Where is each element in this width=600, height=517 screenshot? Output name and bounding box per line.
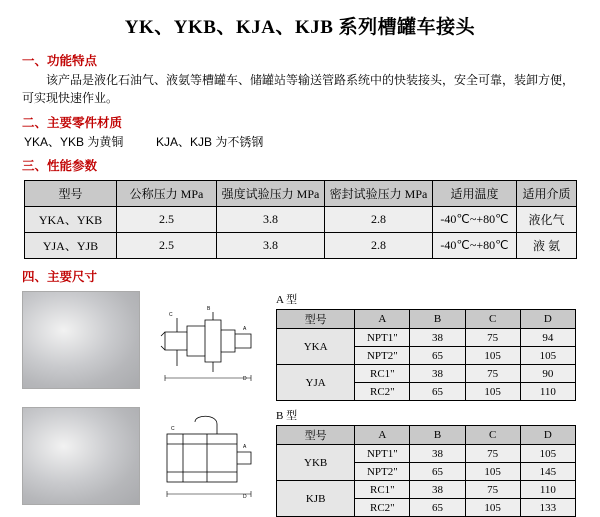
photo-gradient-a xyxy=(23,292,139,388)
drawing-svg-a xyxy=(147,292,264,389)
dim-a-r1-c4: 105 xyxy=(520,347,575,365)
perf-r1-c5: 液 氨 xyxy=(517,233,577,259)
section-heading-dimensions: 四、主要尺寸 xyxy=(22,270,98,284)
table-row xyxy=(277,445,576,463)
table-row xyxy=(277,481,576,499)
dim-a-r3-c4: 110 xyxy=(520,383,575,401)
table-header-row xyxy=(277,426,576,445)
dimension-block-a xyxy=(276,291,576,401)
dim-a-col-0: 型号 xyxy=(277,310,355,329)
dim-a-col-4: D xyxy=(520,310,575,329)
dim-b-r0-c2: 38 xyxy=(410,445,465,463)
dim-b-r1-c3: 105 xyxy=(465,463,520,481)
table-header-row xyxy=(277,310,576,329)
features-body: 该产品是液化石油气、液氨等槽罐车、储罐站等输送管路系统中的快装接头，安全可靠，装卸方便，可实现快速作业。 xyxy=(22,73,575,105)
dim-b-col-1: A xyxy=(355,426,410,445)
table-row xyxy=(25,207,577,233)
svg-text:B: B xyxy=(207,306,211,312)
dim-b-col-0: 型号 xyxy=(277,426,355,445)
perf-r1-c0: YJA、YJB xyxy=(25,233,117,259)
technical-drawing-b xyxy=(146,407,264,505)
dim-a-model-0: YKA xyxy=(277,329,355,365)
figure-row-b xyxy=(22,407,600,517)
dim-a-r0-c4: 94 xyxy=(520,329,575,347)
perf-col-2: 强度试验压力 MPa xyxy=(217,181,325,207)
table-row xyxy=(277,329,576,347)
perf-col-4: 适用温度 xyxy=(433,181,517,207)
perf-r1-c1: 2.5 xyxy=(117,233,217,259)
dimension-table-b xyxy=(276,425,576,517)
dim-a-r1-c1: NPT2" xyxy=(355,347,410,365)
technical-drawing-a xyxy=(146,291,264,389)
dim-b-r2-c4: 110 xyxy=(520,481,575,499)
product-photo-a xyxy=(22,291,140,389)
dim-a-r3-c3: 105 xyxy=(465,383,520,401)
perf-r0-c2: 3.8 xyxy=(217,207,325,233)
performance-table-wrap xyxy=(24,180,582,259)
dim-a-r2-c2: 38 xyxy=(410,365,465,383)
dim-a-r2-c1: RC1" xyxy=(355,365,410,383)
dim-b-r1-c1: NPT2" xyxy=(355,463,410,481)
dim-a-r2-c3: 75 xyxy=(465,365,520,383)
dim-b-r2-c1: RC1" xyxy=(355,481,410,499)
figures-area xyxy=(0,291,600,517)
section-heading-performance: 三、性能参数 xyxy=(22,159,98,173)
dim-b-r1-c2: 65 xyxy=(410,463,465,481)
dim-b-r0-c3: 75 xyxy=(465,445,520,463)
dimension-label-a: A 型 xyxy=(276,294,298,306)
dimension-label-b: B 型 xyxy=(276,410,298,422)
photo-gradient-b xyxy=(23,408,139,504)
dim-b-r0-c1: NPT1" xyxy=(355,445,410,463)
svg-text:D: D xyxy=(243,376,247,382)
dim-a-r0-c1: NPT1" xyxy=(355,329,410,347)
svg-text:C: C xyxy=(169,312,173,318)
dimension-table-a xyxy=(276,309,576,401)
drawing-svg-b xyxy=(147,408,264,505)
dim-a-r2-c4: 90 xyxy=(520,365,575,383)
dim-b-r3-c3: 105 xyxy=(465,499,520,517)
perf-col-0: 型号 xyxy=(25,181,117,207)
table-header-row xyxy=(25,181,577,207)
dimension-block-b xyxy=(276,407,576,517)
section-heading-material: 二、主要零件材质 xyxy=(22,116,123,130)
dim-b-model-0: YKB xyxy=(277,445,355,481)
page-title: YK、YKB、KJA、KJB 系列槽罐车接头 xyxy=(124,17,476,38)
dim-b-col-2: B xyxy=(410,426,465,445)
dim-b-r1-c4: 145 xyxy=(520,463,575,481)
perf-col-1: 公称压力 MPa xyxy=(117,181,217,207)
material-right: KJA、KJB 为不锈钢 xyxy=(156,135,264,149)
dim-a-col-2: B xyxy=(410,310,465,329)
section-heading-features: 一、功能特点 xyxy=(22,54,98,68)
perf-r0-c1: 2.5 xyxy=(117,207,217,233)
dim-a-col-1: A xyxy=(355,310,410,329)
perf-r1-c3: 2.8 xyxy=(325,233,433,259)
perf-r1-c4: -40℃~+80℃ xyxy=(433,233,517,259)
dim-a-r3-c1: RC2" xyxy=(355,383,410,401)
product-photo-b xyxy=(22,407,140,505)
material-line xyxy=(24,133,600,150)
perf-r0-c4: -40℃~+80℃ xyxy=(433,207,517,233)
dim-b-col-4: D xyxy=(520,426,575,445)
performance-table xyxy=(24,180,577,259)
dim-b-model-1: KJB xyxy=(277,481,355,517)
perf-col-3: 密封试验压力 MPa xyxy=(325,181,433,207)
dim-b-r2-c3: 75 xyxy=(465,481,520,499)
dim-a-r1-c2: 65 xyxy=(410,347,465,365)
perf-r1-c2: 3.8 xyxy=(217,233,325,259)
svg-text:C: C xyxy=(171,426,175,432)
perf-r0-c3: 2.8 xyxy=(325,207,433,233)
dim-a-r3-c2: 65 xyxy=(410,383,465,401)
material-left: YKA、YKB 为黄铜 xyxy=(24,135,124,149)
table-row xyxy=(277,365,576,383)
dim-b-r3-c2: 65 xyxy=(410,499,465,517)
perf-r0-c5: 液化气 xyxy=(517,207,577,233)
dim-a-r0-c2: 38 xyxy=(410,329,465,347)
dim-b-r3-c1: RC2" xyxy=(355,499,410,517)
dim-a-r1-c3: 105 xyxy=(465,347,520,365)
svg-text:A: A xyxy=(243,326,247,332)
dim-b-r2-c2: 38 xyxy=(410,481,465,499)
dim-b-r0-c4: 105 xyxy=(520,445,575,463)
dim-a-col-3: C xyxy=(465,310,520,329)
perf-col-5: 适用介质 xyxy=(517,181,577,207)
svg-text:D: D xyxy=(243,494,247,500)
svg-text:A: A xyxy=(243,444,247,450)
dim-a-r0-c3: 75 xyxy=(465,329,520,347)
table-row xyxy=(25,233,577,259)
dim-b-col-3: C xyxy=(465,426,520,445)
perf-r0-c0: YKA、YKB xyxy=(25,207,117,233)
dim-b-r3-c4: 133 xyxy=(520,499,575,517)
dim-a-model-1: YJA xyxy=(277,365,355,401)
figure-row-a xyxy=(22,291,600,401)
